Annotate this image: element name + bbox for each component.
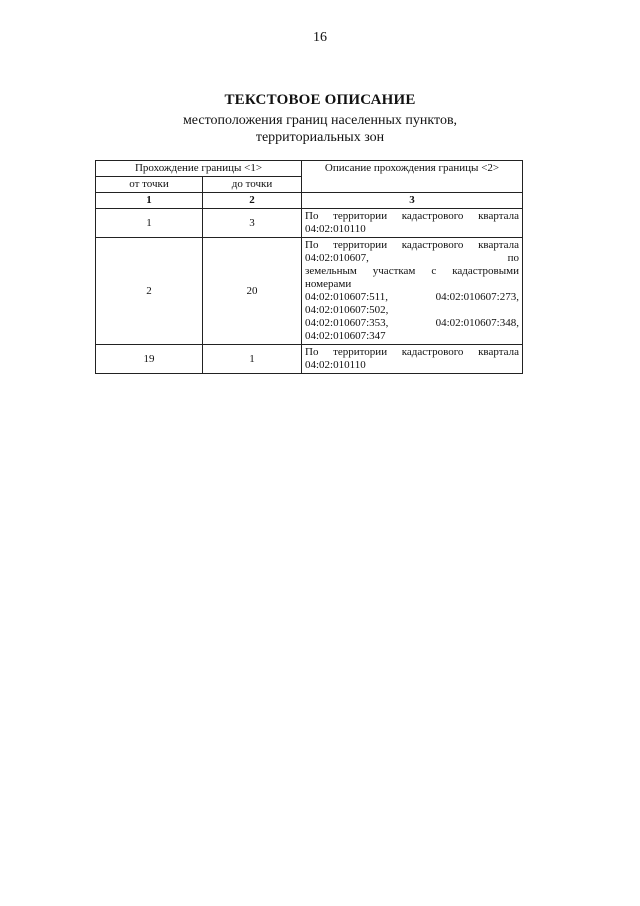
description-line: земельным участкам с кадастровыми номерами <box>305 265 519 290</box>
description-line: По территории кадастрового квартала 04:02:010110 <box>305 210 519 235</box>
page-number: 16 <box>313 30 327 45</box>
row-description <box>302 209 523 238</box>
description-line: 04:02:010607:353, 04:02:010607:348, 04:02:010607:347 <box>305 317 519 342</box>
description-line: По территории кадастрового квартала 04:02:010110 <box>305 346 519 371</box>
row-description <box>302 345 523 374</box>
table-row <box>96 345 523 374</box>
document-subtitle-line-1: местоположения границ населенных пунктов, <box>182 113 458 128</box>
column-number-2: 2 <box>203 193 302 209</box>
column-number-1: 1 <box>96 193 203 209</box>
row-to-point: 3 <box>203 209 302 238</box>
column-number-3: 3 <box>302 193 523 209</box>
row-to-point: 20 <box>203 238 302 345</box>
row-description <box>302 238 523 345</box>
row-from-point: 19 <box>96 345 203 374</box>
header-to-point: до точки <box>203 177 302 193</box>
row-from-point: 2 <box>96 238 203 345</box>
table-column-number-row <box>96 193 523 209</box>
row-from-point: 1 <box>96 209 203 238</box>
boundary-description-table <box>95 160 523 374</box>
header-boundary-passage: Прохождение границы <1> <box>96 161 302 177</box>
table-row <box>96 209 523 238</box>
document-subtitle-line-2: территориальных зон <box>255 130 385 145</box>
description-line: 04:02:010607:511, 04:02:010607:273, 04:02:010607:502, <box>305 291 519 316</box>
table-row <box>96 238 523 345</box>
row-to-point: 1 <box>203 345 302 374</box>
description-line: По территории кадастрового квартала 04:02:010607, по <box>305 239 519 264</box>
header-boundary-description: Описание прохождения границы <2> <box>302 161 523 193</box>
document-title: ТЕКСТОВОЕ ОПИСАНИЕ <box>224 92 416 108</box>
header-from-point: от точки <box>96 177 203 193</box>
table-header-row <box>96 161 523 177</box>
